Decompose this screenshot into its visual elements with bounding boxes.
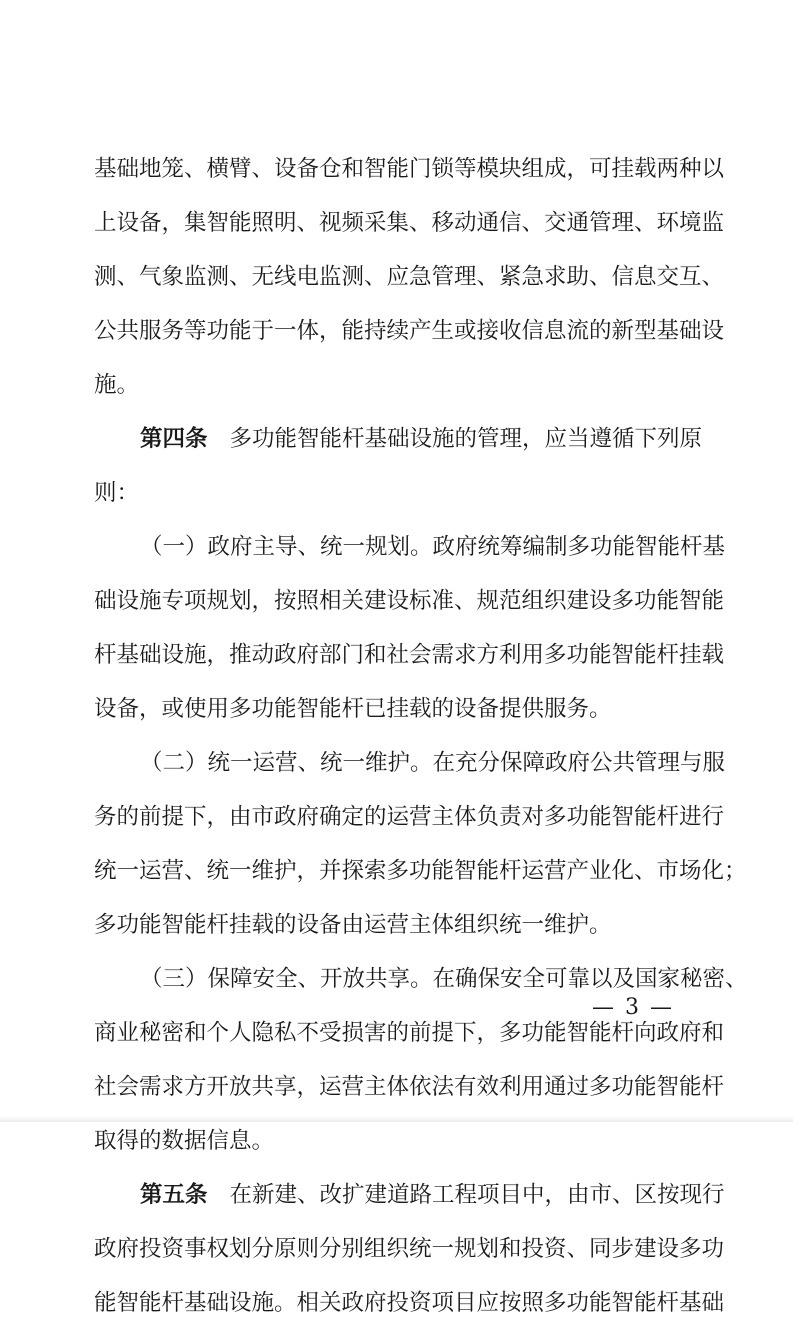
scan-edge	[0, 1116, 793, 1122]
article-4-text: 多功能智能杆基础设施的管理，应当遵循下列原	[229, 426, 703, 452]
article-4-label: 第四条	[140, 426, 208, 452]
text-line: 杆基础设施，推动政府部门和社会需求方利用多功能智能杆挂载	[94, 642, 725, 668]
article-5-line	[94, 1168, 725, 1222]
text-line: 施。	[94, 372, 140, 398]
text-line: 政府投资事权划分原则分别组织统一规划和投资、同步建设多功	[94, 1236, 725, 1262]
text-line: 基础地笼、横臂、设备仓和智能门锁等模块组成，可挂载两种以	[94, 156, 725, 182]
text-line: 商业秘密和个人隐私不受损害的前提下，多功能智能杆向政府和	[94, 1020, 725, 1046]
article-4-line	[94, 412, 703, 466]
text-line: 上设备，集智能照明、视频采集、移动通信、交通管理、环境监	[94, 210, 725, 236]
text-line: 取得的数据信息。	[94, 1128, 275, 1154]
text-line: 公共服务等功能于一体，能持续产生或接收信息流的新型基础设	[94, 318, 725, 344]
text-line: 多功能智能杆挂载的设备由运营主体组织统一维护。	[94, 912, 612, 938]
text-line: （二）统一运营、统一维护。在充分保障政府公共管理与服	[140, 750, 726, 776]
article-5-text: 在新建、改扩建道路工程项目中，由市、区按现行	[229, 1182, 725, 1208]
text-line: 测、气象监测、无线电监测、应急管理、紧急求助、信息交互、	[94, 264, 725, 290]
text-line: 社会需求方开放共享，运营主体依法有效利用通过多功能智能杆	[94, 1074, 725, 1100]
page-number: — 3 —	[592, 995, 674, 1020]
article-5-label: 第五条	[140, 1182, 208, 1208]
text-line: 统一运营、统一维护，并探索多功能智能杆运营产业化、市场化；	[94, 858, 747, 884]
text-line: 能智能杆基础设施。相关政府投资项目应按照多功能智能杆基础	[94, 1290, 725, 1316]
text-line: 则：	[94, 480, 140, 506]
text-line: 设备，或使用多功能智能杆已挂载的设备提供服务。	[94, 696, 612, 722]
text-line: （一）政府主导、统一规划。政府统筹编制多功能智能杆基	[140, 534, 726, 560]
text-line: 务的前提下，由市政府确定的运营主体负责对多功能智能杆进行	[94, 804, 725, 830]
text-line: （三）保障安全、开放共享。在确保安全可靠以及国家秘密、	[140, 966, 748, 992]
body-text	[94, 142, 748, 1330]
text-line: 础设施专项规划，按照相关建设标准、规范组织建设多功能智能	[94, 588, 725, 614]
